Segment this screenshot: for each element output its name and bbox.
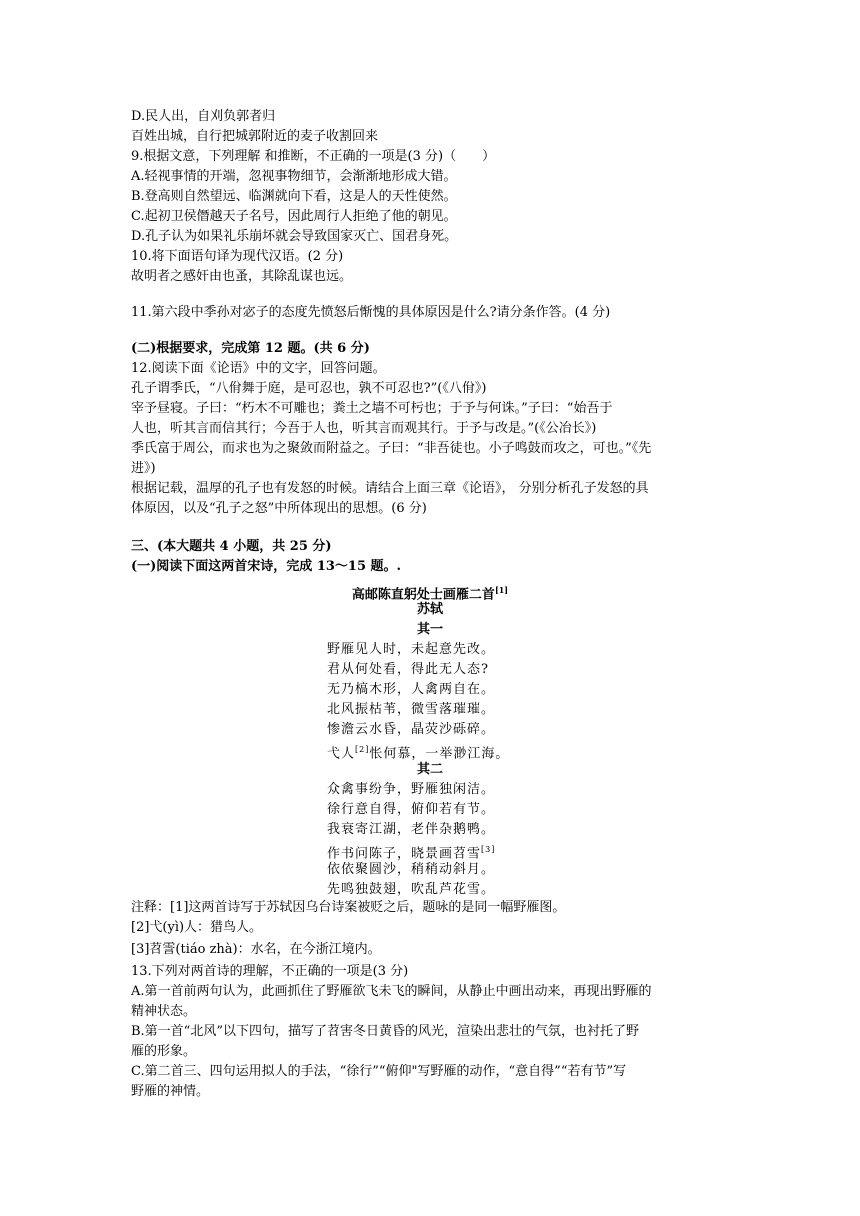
note-1: 注释：[1]这两首诗写于苏轼因乌台诗案被贬之后，题咏的是同一幅野雁图。 [131,900,566,915]
poem1-line-6-a: 弋人 [327,746,356,762]
section-1-heading: (一)阅读下面这两首宋诗，完成 13～15 题。. [131,559,402,574]
q9-option-b: B.登高则自然望远、临渊就向下看，这是人的天性使然。 [131,189,457,204]
poem1-line-5: 惨澹云水昏，晶荧沙砾碎。 [327,722,496,737]
question-11: 11.第六段中季孙对宓子的态度先愤怒后惭愧的具体原因是什么?请分条作答。(4 分) [131,305,611,320]
option-d-line: D.民人出，自刈负郭者归 [131,109,276,124]
poem2-line-4-text: 作书问陈子，晓景画苕雪 [327,846,482,862]
poem2-line-6: 先鸣独鼓翅，吹乱芦花雪。 [327,882,496,897]
poem-title-text: 高邮陈直躬处士画雁二首 [351,587,495,603]
quote-gongyechang-2: 人也，听其言而信其行；今吾于人也，听其言而观其行。于予与改是。”(《公冶长》) [131,421,597,436]
note-2: [2]弋(yì)人：猎鸟人。 [131,920,263,935]
poem-part-1: 其一 [416,622,443,637]
q9-option-d: D.孔子认为如果礼乐崩坏就会导致国家灭亡、国君身死。 [131,229,458,244]
poem2-line-4-note: [3] [481,845,496,854]
q13-option-b-1: B.第一首“北风”以下四句，描写了苕害冬日黄昏的风光，渲染出悲壮的气氛，也衬托了野 [131,1024,639,1039]
translation-line: 百姓出城，自行把城郭附近的麦子收割回来 [131,129,379,144]
poem1-line-4: 北风振枯苇，微雪落璀璀。 [327,702,496,717]
poem1-line-2: 君从何处看，得此无人态? [327,662,489,677]
q13-option-b-2: 雁的形象。 [131,1044,197,1059]
quote-xianjin-1: 季氏富于周公，而求也为之聚敛而附益之。子曰：“非吾徒也。小子鸣鼓而攻之，可也。”《先 [131,441,652,456]
question-10: 10.将下面语句译为现代汉语。(2 分) [131,249,344,264]
poem1-line-1: 野雁见人时，未起意先改。 [327,642,496,657]
poem2-line-5: 依依聚圆沙，稍稍动斜月。 [327,862,496,877]
q13-option-c-2: 野雁的神情。 [131,1084,210,1099]
note-3: [3]苕霅(tiáo zhà)：水名，在今浙江境内。 [131,942,381,957]
part-3-heading: 三、(本大题共 4 小题，共 25 分) [131,539,332,554]
poem2-line-2: 徐行意自得，俯仰若有节。 [327,802,496,817]
q9-option-c: C.起初卫侯僭越天子名号，因此周行人拒绝了他的朝见。 [131,209,457,224]
poem-part-2: 其二 [416,762,443,777]
quote-xianjin-2: 进》) [131,461,156,476]
poem2-line-1: 众禽事纷争，野雁独闲洁。 [327,782,496,797]
question-13: 13.下列对两首诗的理解，不正确的一项是(3 分) [131,964,409,979]
poem-author: 苏轼 [416,602,443,617]
q13-option-a-1: A.第一首前两句认为，此画抓住了野雁欲飞未飞的瞬间，从静止中画出动来，再现出野雁的 [131,984,652,999]
q12-prompt-2: 体原因，以及“孔子之怒”中所体现出的思想。(6 分) [131,501,427,516]
quote-gongyechang-1: 宰予昼寝。子曰：“朽木不可雕也；粪土之墙不可杇也；于予与何诛。”子曰：“始吾于 [131,401,613,416]
poem2-line-3: 我衰寄江湖，老伴杂鹅鸭。 [327,822,496,837]
poem1-line-3: 无乃槁木形，人禽两自在。 [327,682,496,697]
q10-sentence: 故明者之感奸由也蚤，其除乱谋也远。 [131,269,353,284]
poem-title-note: [1] [494,585,509,595]
quote-bayi: 孔子谓季氏，“八佾舞于庭，是可忍也，孰不可忍也?”(《八佾》) [131,381,487,396]
poem1-line-6-b: 怅何慕，一举渺江海。 [369,746,510,762]
q9-option-a: A.轻视事情的开端，忽视事物细节，会渐渐地形成大错。 [131,169,457,184]
q12-prompt-1: 根据记载，温厚的孔子也有发怒的时候。请结合上面三章《论语》， 分别分析孔子发怒的具 [131,481,649,496]
poem1-line-6-note: [2] [355,745,370,754]
q13-option-c-1: C.第二首三、四句运用拟人的手法，“徐行”“俯仰"写野雁的动作，“意自得”“若有节”写 [131,1064,627,1079]
q13-option-a-2: 精神状态。 [131,1004,197,1019]
question-9: 9.根据文意，下列理解 和推断，不正确的一项是(3 分)（ ） [131,149,496,164]
question-12: 12.阅读下面《论语》中的文字，回答问题。 [131,361,386,376]
section-2-heading: (二)根据要求，完成第 12 题。(共 6 分) [131,341,370,356]
